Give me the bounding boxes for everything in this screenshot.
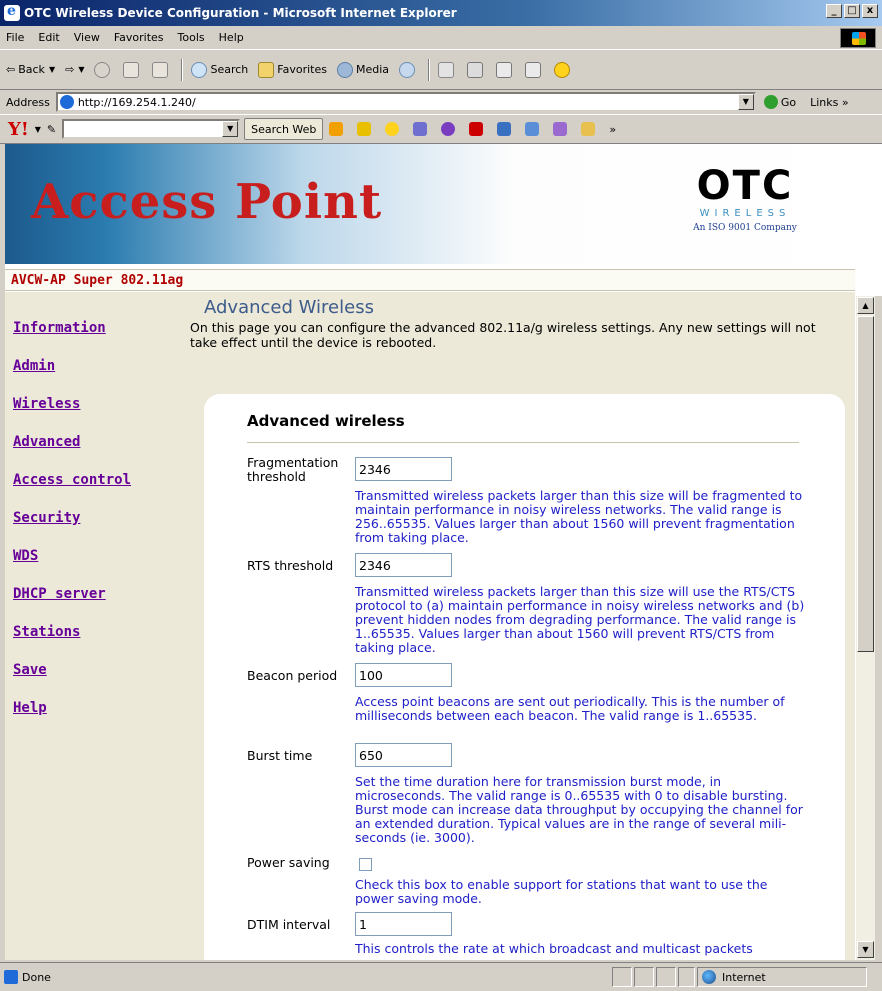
page-icon [60,95,74,109]
menu-favorites[interactable]: Favorites [113,31,164,44]
search-button[interactable] [191,62,248,78]
nav-stations[interactable]: Stations [13,624,81,640]
fragmentation-threshold-input[interactable] [355,457,452,481]
stop-button[interactable] [94,62,113,78]
yahoo-logo-icon[interactable]: Y! [8,118,29,140]
menu-edit[interactable]: Edit [38,31,60,44]
burst-label: Burst time [247,748,313,763]
refresh-icon [123,62,139,78]
power-saving-label: Power saving [247,855,330,870]
menu-view[interactable]: View [73,31,100,44]
go-label: Go [780,95,797,109]
links-button[interactable]: Links » [810,95,849,109]
mail-icon[interactable] [525,122,539,136]
address-bar [0,90,882,114]
news-icon[interactable] [497,122,511,136]
links-label: Links [810,95,839,109]
fragmentation-help: Transmitted wireless packets larger than this size will be fragmented to maintain performance in noisy wireless networks. The valid range is 256..65535. Values larger than about 1560 will prevent fragmentation from taking place. [355,488,803,545]
page-description: On this page you can configure the advanced 802.11a/g wireless settings. Any new settings will not take effect until the device is rebooted. [190,320,816,350]
search-icon [191,62,207,78]
my-yahoo-icon[interactable] [441,122,455,136]
status-cell [612,967,632,987]
chevron-down-icon[interactable]: ▼ [222,121,238,137]
otc-logo-text: OTC [696,163,794,209]
media-button[interactable] [337,62,389,78]
toolbar-separator [428,59,430,81]
rts-help: Transmitted wireless packets larger than this size will use the RTS/CTS protocol to (a) maintain performance in noisy wireless networks and (b) prevent hidden nodes from degrading performance. The valid range is 1..65535. Values larger than about 1560 will prevent RTS/CTS from taking place. [355,584,805,655]
yahoo-search-input[interactable] [62,119,240,139]
toolbar-separator [181,59,183,81]
banner [5,144,855,264]
nav-security[interactable]: Security [13,510,81,526]
history-icon [399,62,415,78]
beacon-help: Access point beacons are sent out periodically. This is the number of milliseconds between each beacon. The valid range is 1..65535. [355,694,785,723]
maximize-button[interactable]: □ [844,4,860,18]
scroll-up-button[interactable]: ▲ [857,297,874,314]
dtim-interval-input[interactable] [355,912,452,936]
standard-toolbar [0,50,882,90]
nav-information[interactable]: Information [13,320,106,336]
address-input[interactable] [56,92,756,112]
close-button[interactable]: x [862,4,878,18]
page-done-icon [4,970,18,984]
chevron-down-icon[interactable]: ▼ [34,124,41,134]
security-zone [697,967,867,987]
page-title: Advanced Wireless [204,297,374,318]
fragmentation-label: Fragmentation threshold [247,455,339,484]
rts-threshold-input[interactable] [355,553,452,577]
power-saving-checkbox[interactable] [359,858,372,871]
edit-icon [496,62,512,78]
vertical-scrollbar[interactable] [855,296,875,960]
discuss-button[interactable] [525,62,544,78]
status-text: Done [22,970,51,984]
scrollbar-thumb[interactable] [857,316,874,652]
window-title: OTC Wireless Device Configuration - Microsoft Internet Explorer [24,6,457,20]
search-label: Search [210,63,249,76]
messenger-icon[interactable] [385,122,399,136]
nav-dhcp-server[interactable]: DHCP server [13,586,106,602]
print-icon [467,62,483,78]
window-title-bar [0,0,882,26]
forward-button[interactable] [65,63,84,76]
beacon-label: Beacon period [247,668,338,683]
toolbar-overflow-button[interactable]: » [609,122,617,136]
scroll-down-button[interactable]: ▼ [857,941,874,958]
menu-file[interactable]: File [6,31,25,44]
favorites-button[interactable] [258,62,327,78]
nav-access-control[interactable]: Access control [13,472,132,488]
rts-label: RTS threshold [247,558,334,573]
nav-wireless[interactable]: Wireless [13,396,81,412]
address-url: http://169.254.1.240/ [77,95,196,109]
address-label: Address [6,95,50,109]
menu-tools[interactable]: Tools [177,31,205,44]
burst-time-input[interactable] [355,743,452,767]
messenger-button[interactable] [554,62,573,78]
go-arrow-icon [764,95,778,109]
otc-logo-sub: WIRELESS [699,208,791,219]
media-label: Media [355,63,390,76]
iso-tagline: An ISO 9001 Company [693,223,797,233]
divider [247,442,799,443]
panel-title: Advanced wireless [247,412,405,430]
attach-icon[interactable] [581,122,595,136]
chevron-down-icon[interactable]: ▼ [78,65,85,74]
nav-advanced[interactable]: Advanced [13,434,81,450]
minimize-button[interactable]: _ [826,4,842,18]
settings-panel [204,394,845,960]
search-web-label: Search Web [251,122,317,136]
nav-help[interactable]: Help [13,700,47,716]
windows-logo-icon [840,28,876,48]
otc-logo [675,164,815,254]
bookmarks-icon[interactable] [329,122,343,136]
chevron-down-icon[interactable]: ▼ [48,65,56,74]
menu-help[interactable]: Help [218,31,244,44]
power-saving-help: Check this box to enable support for stations that want to use the power saving mode. [355,877,768,906]
refresh-button[interactable] [123,62,142,78]
finance-icon[interactable] [413,122,427,136]
mail-button[interactable] [438,62,457,78]
search-web-button[interactable] [244,118,323,140]
nav-wds[interactable]: WDS [13,548,39,564]
shopping-icon[interactable] [553,122,567,136]
model-name: AVCW-AP Super 802.11ag [5,269,855,291]
home-icon [152,62,168,78]
back-label: Back [18,63,45,76]
dtim-help: This controls the rate at which broadcast and multicast packets [355,941,753,956]
yahoo-toolbar [0,114,882,144]
back-button[interactable] [6,63,55,76]
print-button[interactable] [467,62,486,78]
main-content [190,292,855,960]
nav-save[interactable]: Save [13,662,47,678]
beacon-period-input[interactable] [355,663,452,687]
status-cell [634,967,654,987]
burst-help: Set the time duration here for transmission burst mode, in microseconds. The valid range is 0..65535 with 0 to disable bursting. Burst mode can increase data throughput by occupying the channel for an extended duration. Typical values are in the range of several mili-seconds (ie. 3000). [355,774,803,845]
web-page [5,144,855,960]
settings-icon[interactable] [357,122,371,136]
globe-icon [702,970,716,984]
status-bar [0,962,882,991]
favorites-icon [258,62,274,78]
nav-admin[interactable]: Admin [13,358,56,374]
discuss-icon [525,62,541,78]
home-button[interactable] [152,62,171,78]
status-cell [678,967,695,987]
mail-icon [438,62,454,78]
ie-icon [4,5,20,21]
page-margin [855,144,882,296]
menu-bar [0,26,882,50]
status-cell [656,967,676,987]
zone-label: Internet [722,970,766,984]
chevron-down-icon[interactable]: ▼ [738,94,754,110]
go-button[interactable] [764,95,796,109]
edit-button[interactable] [496,62,515,78]
media-icon [337,62,353,78]
stop-icon [94,62,110,78]
history-button[interactable] [399,62,418,78]
sidebar-nav [5,292,190,960]
banner-title: Access Point [31,174,383,230]
dtim-label: DTIM interval [247,917,331,932]
smiley-icon [554,62,570,78]
yahoo-icon[interactable] [469,122,483,136]
pencil-icon[interactable]: ✎ [46,122,57,136]
forward-arrow-icon: ⇨ [65,63,75,76]
back-arrow-icon: ⇦ [6,63,16,76]
favorites-label: Favorites [277,63,327,76]
window-controls [826,4,878,18]
